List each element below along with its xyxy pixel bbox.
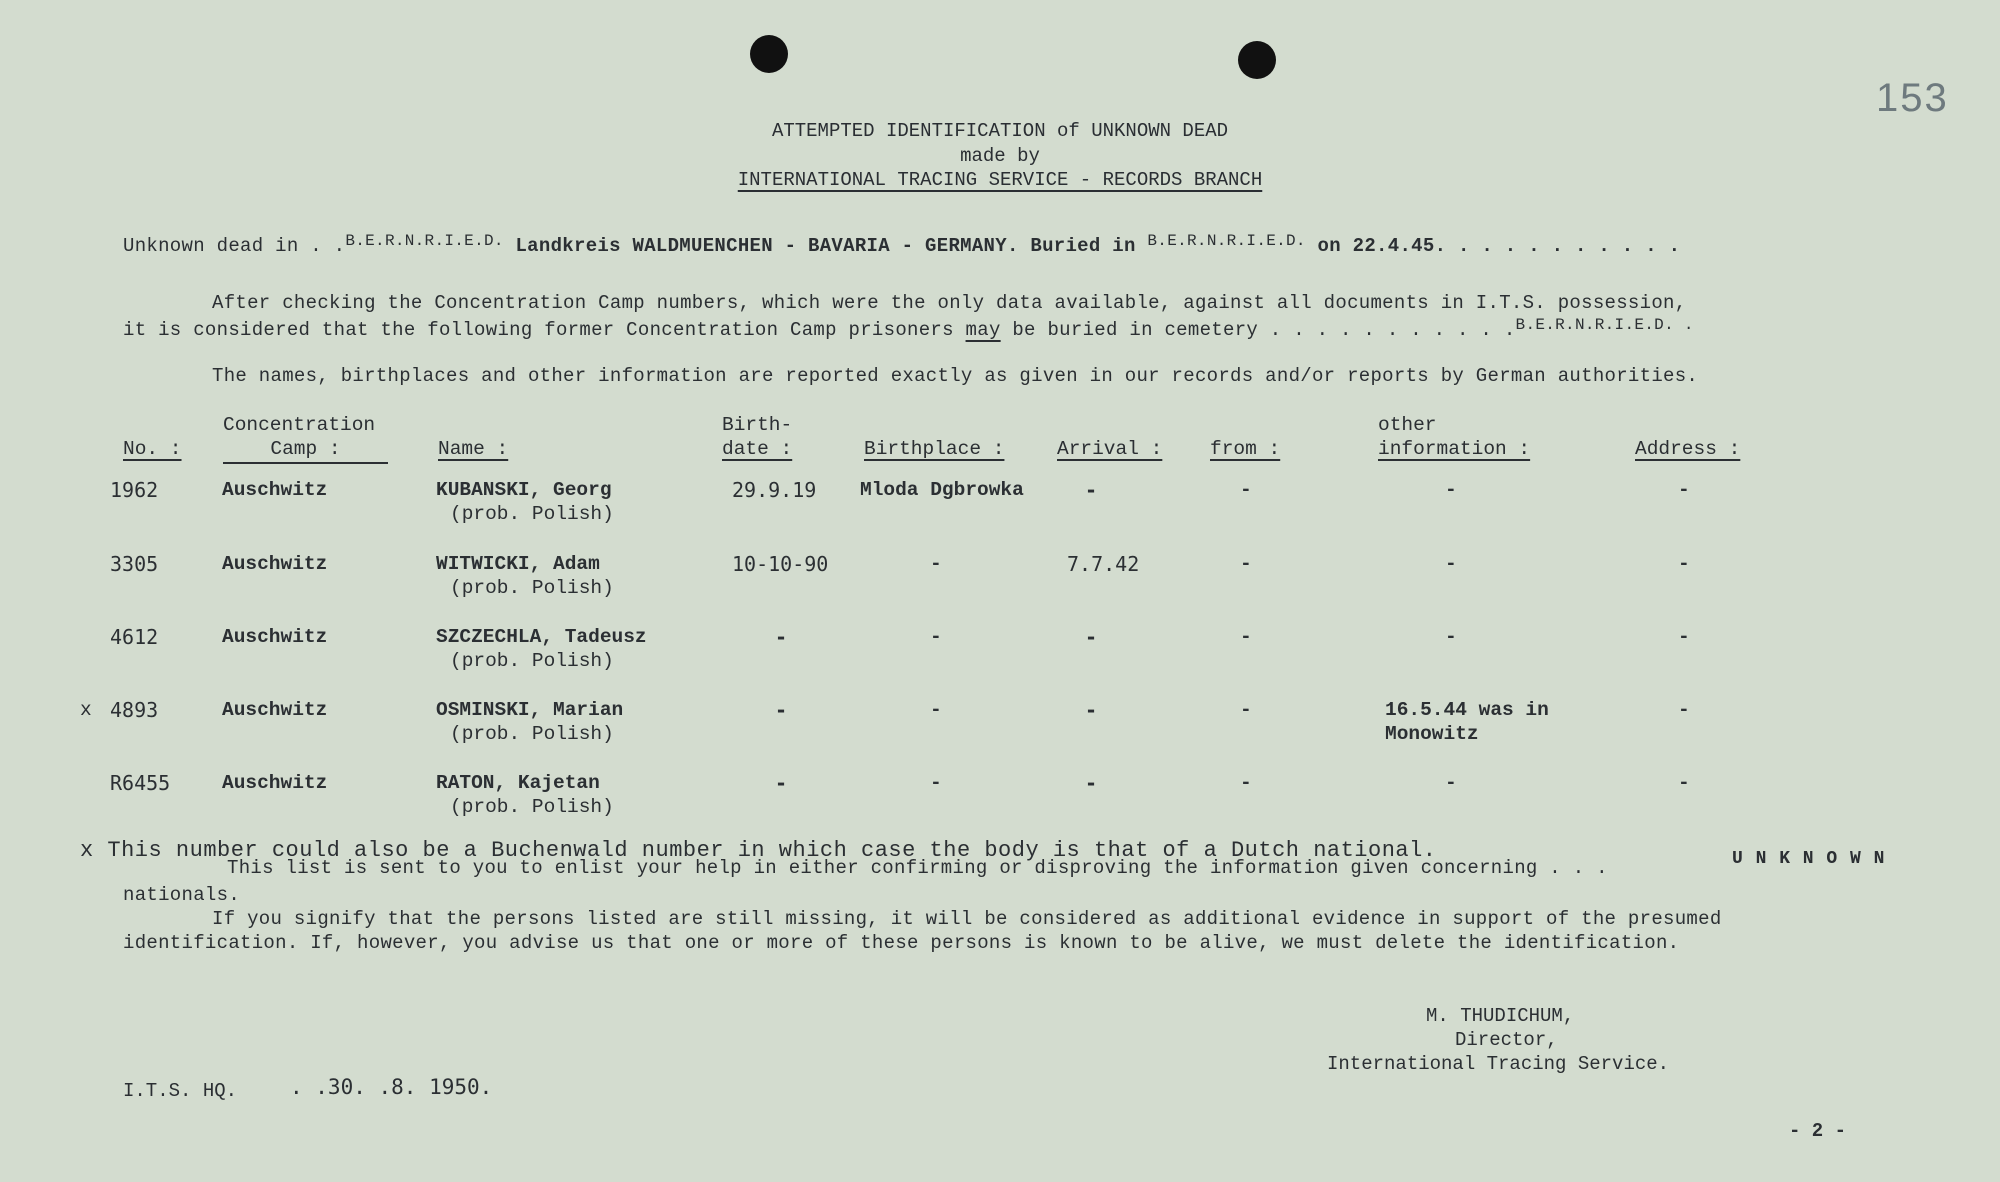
cell-camp: Auschwitz [222, 699, 328, 721]
closing-line-2: nationals. [123, 884, 241, 906]
cell-no: 1962 [110, 478, 159, 502]
cell-birthdate: 10-10-90 [732, 552, 829, 576]
cell-no: 3305 [110, 552, 159, 576]
buried-place: B.E.R.N.R.I.E.D. [1147, 232, 1306, 250]
header-camp-top: Concentration [223, 414, 376, 436]
cell-arrival: - [1085, 771, 1098, 795]
cell-nationality: (prob. Polish) [450, 723, 614, 745]
cell-birthplace: - [930, 699, 942, 721]
cell-from: - [1240, 626, 1252, 648]
header-name: Name : [438, 438, 509, 460]
cell-arrival: - [1085, 478, 1098, 502]
cell-nationality: (prob. Polish) [450, 796, 614, 818]
header-birthdate: date : [722, 438, 793, 460]
cell-other1: - [1445, 772, 1457, 794]
cell-from: - [1240, 553, 1252, 575]
cell-arrival: - [1085, 625, 1098, 649]
cell-no: 4612 [110, 625, 159, 649]
cell-camp: Auschwitz [222, 772, 328, 794]
cell-arrival: - [1085, 698, 1098, 722]
cell-address: - [1678, 553, 1690, 575]
header-camp: Camp : [223, 438, 388, 464]
cell-name: SZCZECHLA, Tadeusz [436, 626, 647, 648]
cell-camp: Auschwitz [222, 479, 328, 501]
document-title: ATTEMPTED IDENTIFICATION of UNKNOWN DEAD [771, 120, 1229, 142]
cell-birthdate: 29.9.19 [732, 478, 817, 502]
cell-birthdate: - [775, 625, 788, 649]
document-subtitle: made by [960, 145, 1040, 167]
cell-camp: Auschwitz [222, 626, 328, 648]
cell-address: - [1678, 772, 1690, 794]
signatory-org: International Tracing Service. [1327, 1053, 1670, 1075]
cell-other1: - [1445, 626, 1457, 648]
cell-nationality: (prob. Polish) [450, 503, 614, 525]
cell-other1: 16.5.44 was in [1385, 699, 1549, 721]
closing-line-4: identification. If, however, you advise us that one or more of these persons is known to be alive, we must delete the identification. [123, 932, 1680, 954]
punch-hole [1238, 41, 1276, 79]
page-number: - 2 - [1789, 1120, 1847, 1142]
hq-label: I.T.S. HQ. [123, 1080, 238, 1102]
unknown-nationals: U N K N O W N [1732, 849, 1886, 869]
cell-name: OSMINSKI, Marian [436, 699, 624, 721]
header-address: Address : [1635, 438, 1741, 460]
header-birthplace: Birthplace : [864, 438, 1005, 460]
footnote: x This number could also be a Buchenwald number in which case the body is that of a Dutch national. [80, 838, 1437, 863]
header-no: No. : [123, 438, 182, 460]
cell-address: - [1678, 626, 1690, 648]
cell-nationality: (prob. Polish) [450, 577, 614, 599]
cell-other1: - [1445, 553, 1457, 575]
cell-birthplace: - [930, 772, 942, 794]
cell-other1: - [1445, 479, 1457, 501]
punch-hole [750, 35, 788, 73]
cell-birthdate: - [775, 698, 788, 722]
header-other-info: information : [1378, 438, 1531, 460]
cell-camp: Auschwitz [222, 553, 328, 575]
cell-birthdate: - [775, 771, 788, 795]
hq-date: . .30. .8. 1950. [290, 1075, 493, 1099]
header-arrival: Arrival : [1057, 438, 1163, 460]
unknown-dead-landkreis: Landkreis WALDMUENCHEN - BAVARIA - GERMANY. [515, 235, 1019, 257]
cell-name: WITWICKI, Adam [436, 553, 600, 575]
cell-name: RATON, Kajetan [436, 772, 600, 794]
signatory-name: M. THUDICHUM, [1426, 1005, 1575, 1027]
on-label: on [1317, 235, 1341, 257]
may-underlined: may [965, 319, 1001, 341]
header-from: from : [1210, 438, 1281, 460]
intro-line-2: it is considered that the following former Concentration Camp prisoners may be buried in cemetery . . . . . . . . . . .$^{B.E.R.N.R.I.E.D. .}$ [123, 316, 1694, 341]
trailing-dots: . . . . . . . . . . [1457, 235, 1681, 257]
unknown-dead-prefix: Unknown dead in . . [123, 235, 346, 257]
cell-address: - [1678, 479, 1690, 501]
header-other-top: other [1378, 414, 1437, 436]
signatory-title: Director, [1455, 1029, 1558, 1051]
cell-other2: Monowitz [1385, 723, 1479, 745]
page-number-stamp: 153 [1876, 76, 1949, 120]
closing-line-1: This list is sent to you to enlist your help in either confirming or disproving the information given concerning . . . [227, 857, 1608, 879]
burial-date: 22.4.45. [1352, 235, 1447, 257]
unknown-dead-place: B.E.R.N.R.I.E.D. [345, 232, 504, 250]
cell-no: 4893 [110, 698, 159, 722]
cell-mark: x [80, 699, 92, 721]
cell-birthplace: Mloda Dgbrowka [860, 479, 1024, 501]
cell-name: KUBANSKI, Georg [436, 479, 612, 501]
cell-from: - [1240, 699, 1252, 721]
cemetery-place: B.E.R.N.R.I.E.D. . [1515, 316, 1694, 334]
cell-address: - [1678, 699, 1690, 721]
cell-arrival: 7.7.42 [1067, 552, 1140, 576]
cell-no: R6455 [110, 771, 171, 795]
cell-birthplace: - [930, 626, 942, 648]
intro-line-1: After checking the Concentration Camp numbers, which were the only data available, against all documents in I.T.S. possession, [212, 292, 1687, 314]
buried-label: Buried in [1030, 235, 1136, 257]
cell-from: - [1240, 772, 1252, 794]
header-birth-top: Birth- [722, 414, 793, 436]
cell-birthplace: - [930, 553, 942, 575]
issuing-branch: INTERNATIONAL TRACING SERVICE - RECORDS BRANCH [737, 169, 1263, 191]
intro-line-3: The names, birthplaces and other information are reported exactly as given in our records and/or reports by German authorities. [212, 365, 1699, 387]
cell-nationality: (prob. Polish) [450, 650, 614, 672]
cell-from: - [1240, 479, 1252, 501]
unknown-dead-line [123, 232, 1680, 257]
closing-line-3: If you signify that the persons listed are still missing, it will be considered as additional evidence in support of the presumed [212, 908, 1722, 930]
